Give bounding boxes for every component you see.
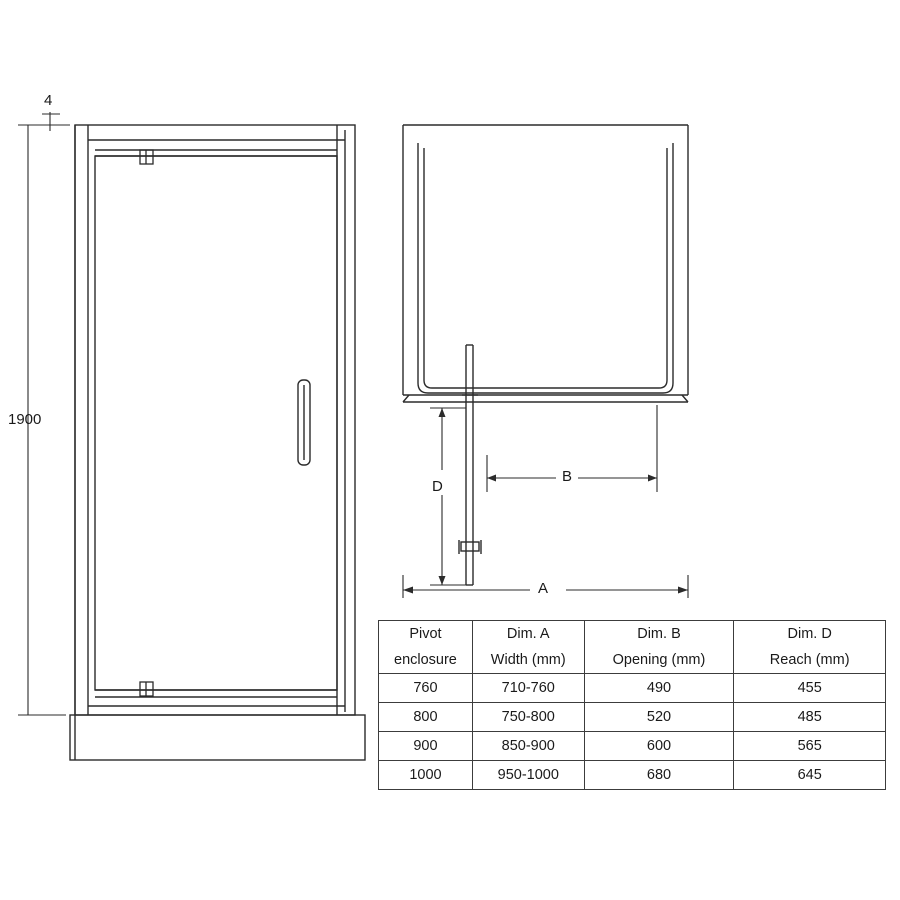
elevation-bottom-rail (88, 690, 345, 706)
table-cell: 900 (379, 732, 473, 761)
table-row (379, 732, 886, 761)
hinge-bracket-top (140, 150, 153, 164)
table-cell: 645 (734, 761, 886, 790)
door-glass-panel (95, 156, 337, 690)
table-header-row-2 (379, 647, 886, 674)
label-height-1900: 1900 (8, 411, 42, 428)
elevation-top-rail (88, 140, 345, 156)
table-header-cell: Reach (mm) (734, 647, 886, 674)
label-dim-d: D (432, 478, 443, 495)
table-cell: 760 (379, 674, 473, 703)
table-cell: 565 (734, 732, 886, 761)
dimensions-table (378, 620, 886, 790)
table-header-cell: Pivot (379, 621, 473, 648)
table-cell: 485 (734, 703, 886, 732)
table-header-cell: Opening (mm) (584, 647, 734, 674)
table-cell: 600 (584, 732, 734, 761)
table-row (379, 703, 886, 732)
plan-outer-frame (403, 125, 688, 395)
plan-door-handle (459, 540, 481, 554)
label-dim-b: B (562, 468, 573, 485)
label-dim-a: A (538, 580, 549, 597)
table-header-cell: Width (mm) (472, 647, 584, 674)
table-cell: 850-900 (472, 732, 584, 761)
table-cell: 455 (734, 674, 886, 703)
dimension-top-gap-4 (42, 112, 70, 131)
table-cell: 680 (584, 761, 734, 790)
table-header-cell: Dim. D (734, 621, 886, 648)
door-handle (298, 380, 310, 465)
table-cell: 950-1000 (472, 761, 584, 790)
shower-tray (70, 715, 365, 760)
table-row (379, 761, 886, 790)
plan-front-panel (403, 395, 688, 402)
table-cell: 520 (584, 703, 734, 732)
table-cell: 710-760 (472, 674, 584, 703)
table-cell: 750-800 (472, 703, 584, 732)
table-header-cell: Dim. A (472, 621, 584, 648)
table-cell: 800 (379, 703, 473, 732)
dimension-d (430, 408, 466, 585)
table-header-row-1 (379, 621, 886, 648)
table-cell: 490 (584, 674, 734, 703)
table-header-cell: Dim. B (584, 621, 734, 648)
table-cell: 1000 (379, 761, 473, 790)
hinge-bracket-bottom (140, 682, 153, 696)
plan-tray-outline (418, 143, 673, 393)
plan-door-open (466, 345, 473, 585)
label-top-gap-4: 4 (44, 92, 53, 109)
table-header-cell: enclosure (379, 647, 473, 674)
table-row (379, 674, 886, 703)
elevation-outer-frame (75, 125, 355, 760)
elevation-side-post-right (337, 125, 345, 715)
